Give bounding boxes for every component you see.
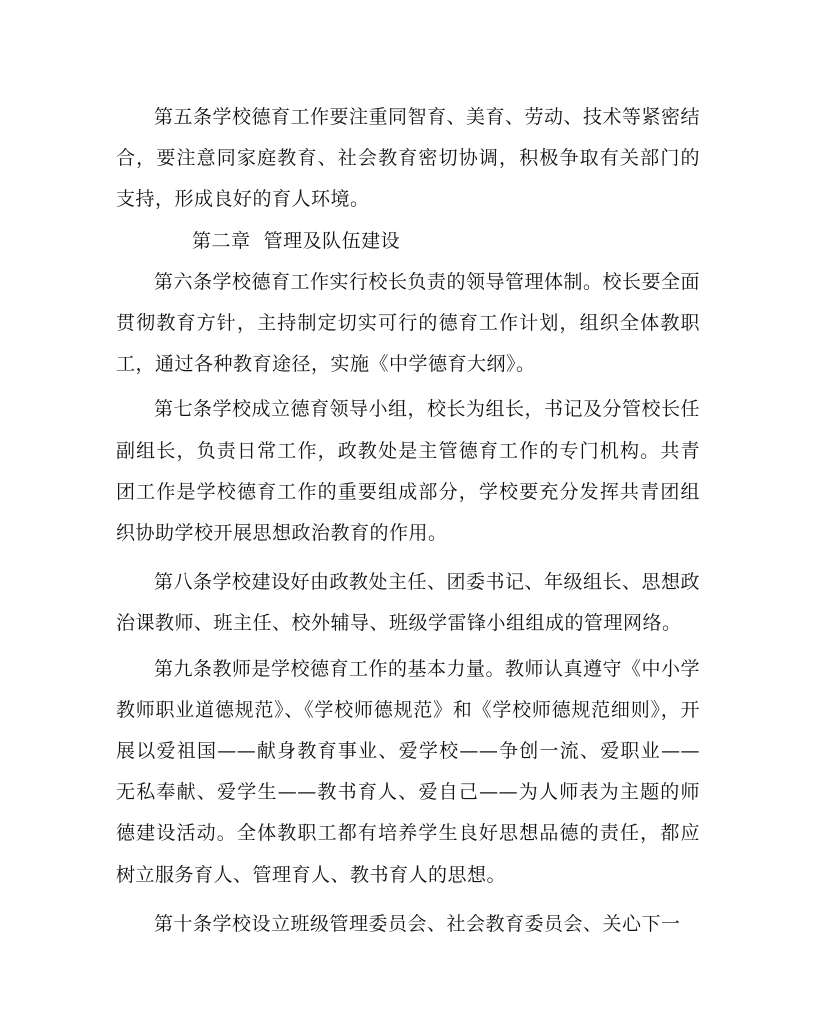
document-body [116,97,700,945]
article-9-paragraph: 第九条教师是学校德育工作的基本力量。教师认真遵守《中小学教师职业道德规范》、《学校师德规范》和《学校师德规范细则》，开展以爱祖国——献身教育事业、爱学校——争创一流、爱职业——无私奉献、爱学生——教书育人、爱自己——为人师表为主题的师德建设活动。全体教职工都有培养学生良好思想品德的责任，都应树立服务育人、管理育人、教书育人的思想。 [116,657,701,886]
article-8-paragraph: 第八条学校建设好由政教处主任、团委书记、年级组长、思想政治课教师、班主任、校外辅导、班级学雷锋小组组成的管理网络。 [116,571,701,635]
chapter-2-heading-text: 第二章 管理及队伍建设 [192,229,401,252]
article-7-paragraph: 第七条学校成立德育领导小组，校长为组长，书记及分管校长任副组长，负责日常工作，政教处是主管德育工作的专门机构。共青团工作是学校德育工作的重要组成部分，学校要充分发挥共青团组织协助学校开展思想政治教育的作用。 [116,398,701,545]
chapter-2-heading [116,221,700,262]
article-5-paragraph: 第五条学校德育工作要注重同智育、美育、劳动、技术等紧密结合，要注意同家庭教育、社会教育密切协调，积极争取有关部门的支持，形成良好的育人环境。 [116,106,701,211]
article-10-paragraph: 第十条学校设立班级管理委员会、社会教育委员会、关心下一 [154,912,681,935]
article-6-paragraph: 第六条学校德育工作实行校长负责的领导管理体制。校长要全面贯彻教育方针，主持制定切实可行的德育工作计划，组织全体教职工，通过各种教育途径，实施《中学德育大纲》。 [116,270,701,376]
